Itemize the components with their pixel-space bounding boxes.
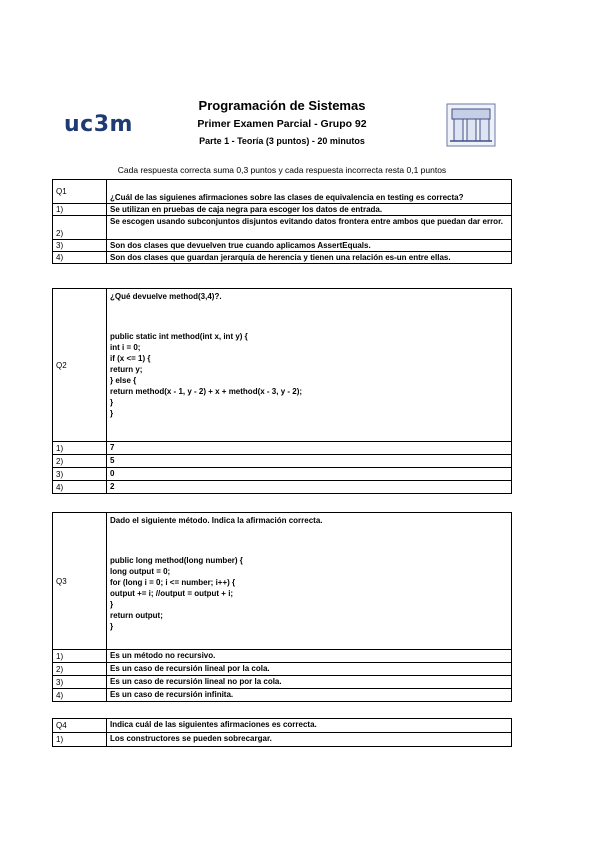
option-label: 4) xyxy=(53,252,107,264)
scoring-note: Cada respuesta correcta suma 0,3 puntos y cada respuesta incorrecta resta 0,1 puntos xyxy=(117,165,447,175)
option-text: Se escogen usando subconjuntos disjuntos evitando datos frontera entre ambos que puedan dar error. xyxy=(107,216,512,240)
option-text: 0 xyxy=(107,468,512,481)
exam-title: Primer Examen Parcial - Grupo 92 xyxy=(197,118,367,130)
question-id: Q1 xyxy=(53,180,107,204)
option-text: Se utilizan en pruebas de caja negra para escoger los datos de entrada. xyxy=(107,204,512,216)
option-text: 5 xyxy=(107,455,512,468)
option-label: 3) xyxy=(53,240,107,252)
question-body xyxy=(107,289,512,442)
option-label: 4) xyxy=(53,689,107,702)
exam-part: Parte 1 - Teoría (3 puntos) - 20 minutos xyxy=(199,136,365,146)
option-text: Los constructores se pueden sobrecargar. xyxy=(107,733,512,747)
option-label: 1) xyxy=(53,650,107,663)
question-2-table xyxy=(52,288,512,494)
option-label: 3) xyxy=(53,676,107,689)
question-id: Q3 xyxy=(53,513,107,650)
question-prompt: ¿Qué devuelve method(3,4)?. xyxy=(110,292,222,301)
code-snippet: public static int method(int x, int y) { int i = 0; if (x <= 1) { return y; } else { return method(x - 1, y - 2) + x + method(x - 3, y - 2); } } xyxy=(110,332,303,418)
option-label: 4) xyxy=(53,481,107,494)
option-text: 2 xyxy=(107,481,512,494)
question-4-table xyxy=(52,718,512,747)
option-text: Es un método no recursivo. xyxy=(107,650,512,663)
option-text: 7 xyxy=(107,442,512,455)
question-prompt: ¿Cuál de las siguienes afirmaciones sobre las clases de equivalencia en testing es correcta? xyxy=(107,180,512,204)
code-snippet: public long method(long number) { long output = 0; for (long i = 0; i <= number; i++) { output += i; //output = output + i; } return output; } xyxy=(110,556,243,631)
option-text: Es un caso de recursión lineal por la cola. xyxy=(107,663,512,676)
option-label: 2) xyxy=(53,663,107,676)
option-label: 2) xyxy=(53,455,107,468)
option-label: 3) xyxy=(53,468,107,481)
course-title: Programación de Sistemas xyxy=(198,98,366,113)
option-text: Son dos clases que devuelven true cuando aplicamos AssertEquals. xyxy=(107,240,512,252)
question-3-table xyxy=(52,512,512,702)
question-prompt: Dado el siguiente método. Indica la afirmación correcta. xyxy=(110,516,323,525)
question-prompt: Indica cuál de las siguientes afirmaciones es correcta. xyxy=(107,719,512,733)
question-body xyxy=(107,513,512,650)
option-label: 1) xyxy=(53,204,107,216)
option-label: 1) xyxy=(53,733,107,747)
uc3m-logo: uc3m xyxy=(64,112,133,137)
option-label: 1) xyxy=(53,442,107,455)
option-text: Es un caso de recursión lineal no por la cola. xyxy=(107,676,512,689)
question-id: Q4 xyxy=(53,719,107,733)
option-label: 2) xyxy=(53,216,107,240)
option-text: Es un caso de recursión infinita. xyxy=(107,689,512,702)
question-1-table xyxy=(52,179,512,264)
option-text: Son dos clases que guardan jerarquía de herencia y tienen una relación es-un entre ellas. xyxy=(107,252,512,264)
question-id: Q2 xyxy=(53,289,107,442)
university-crest-icon xyxy=(446,103,496,147)
